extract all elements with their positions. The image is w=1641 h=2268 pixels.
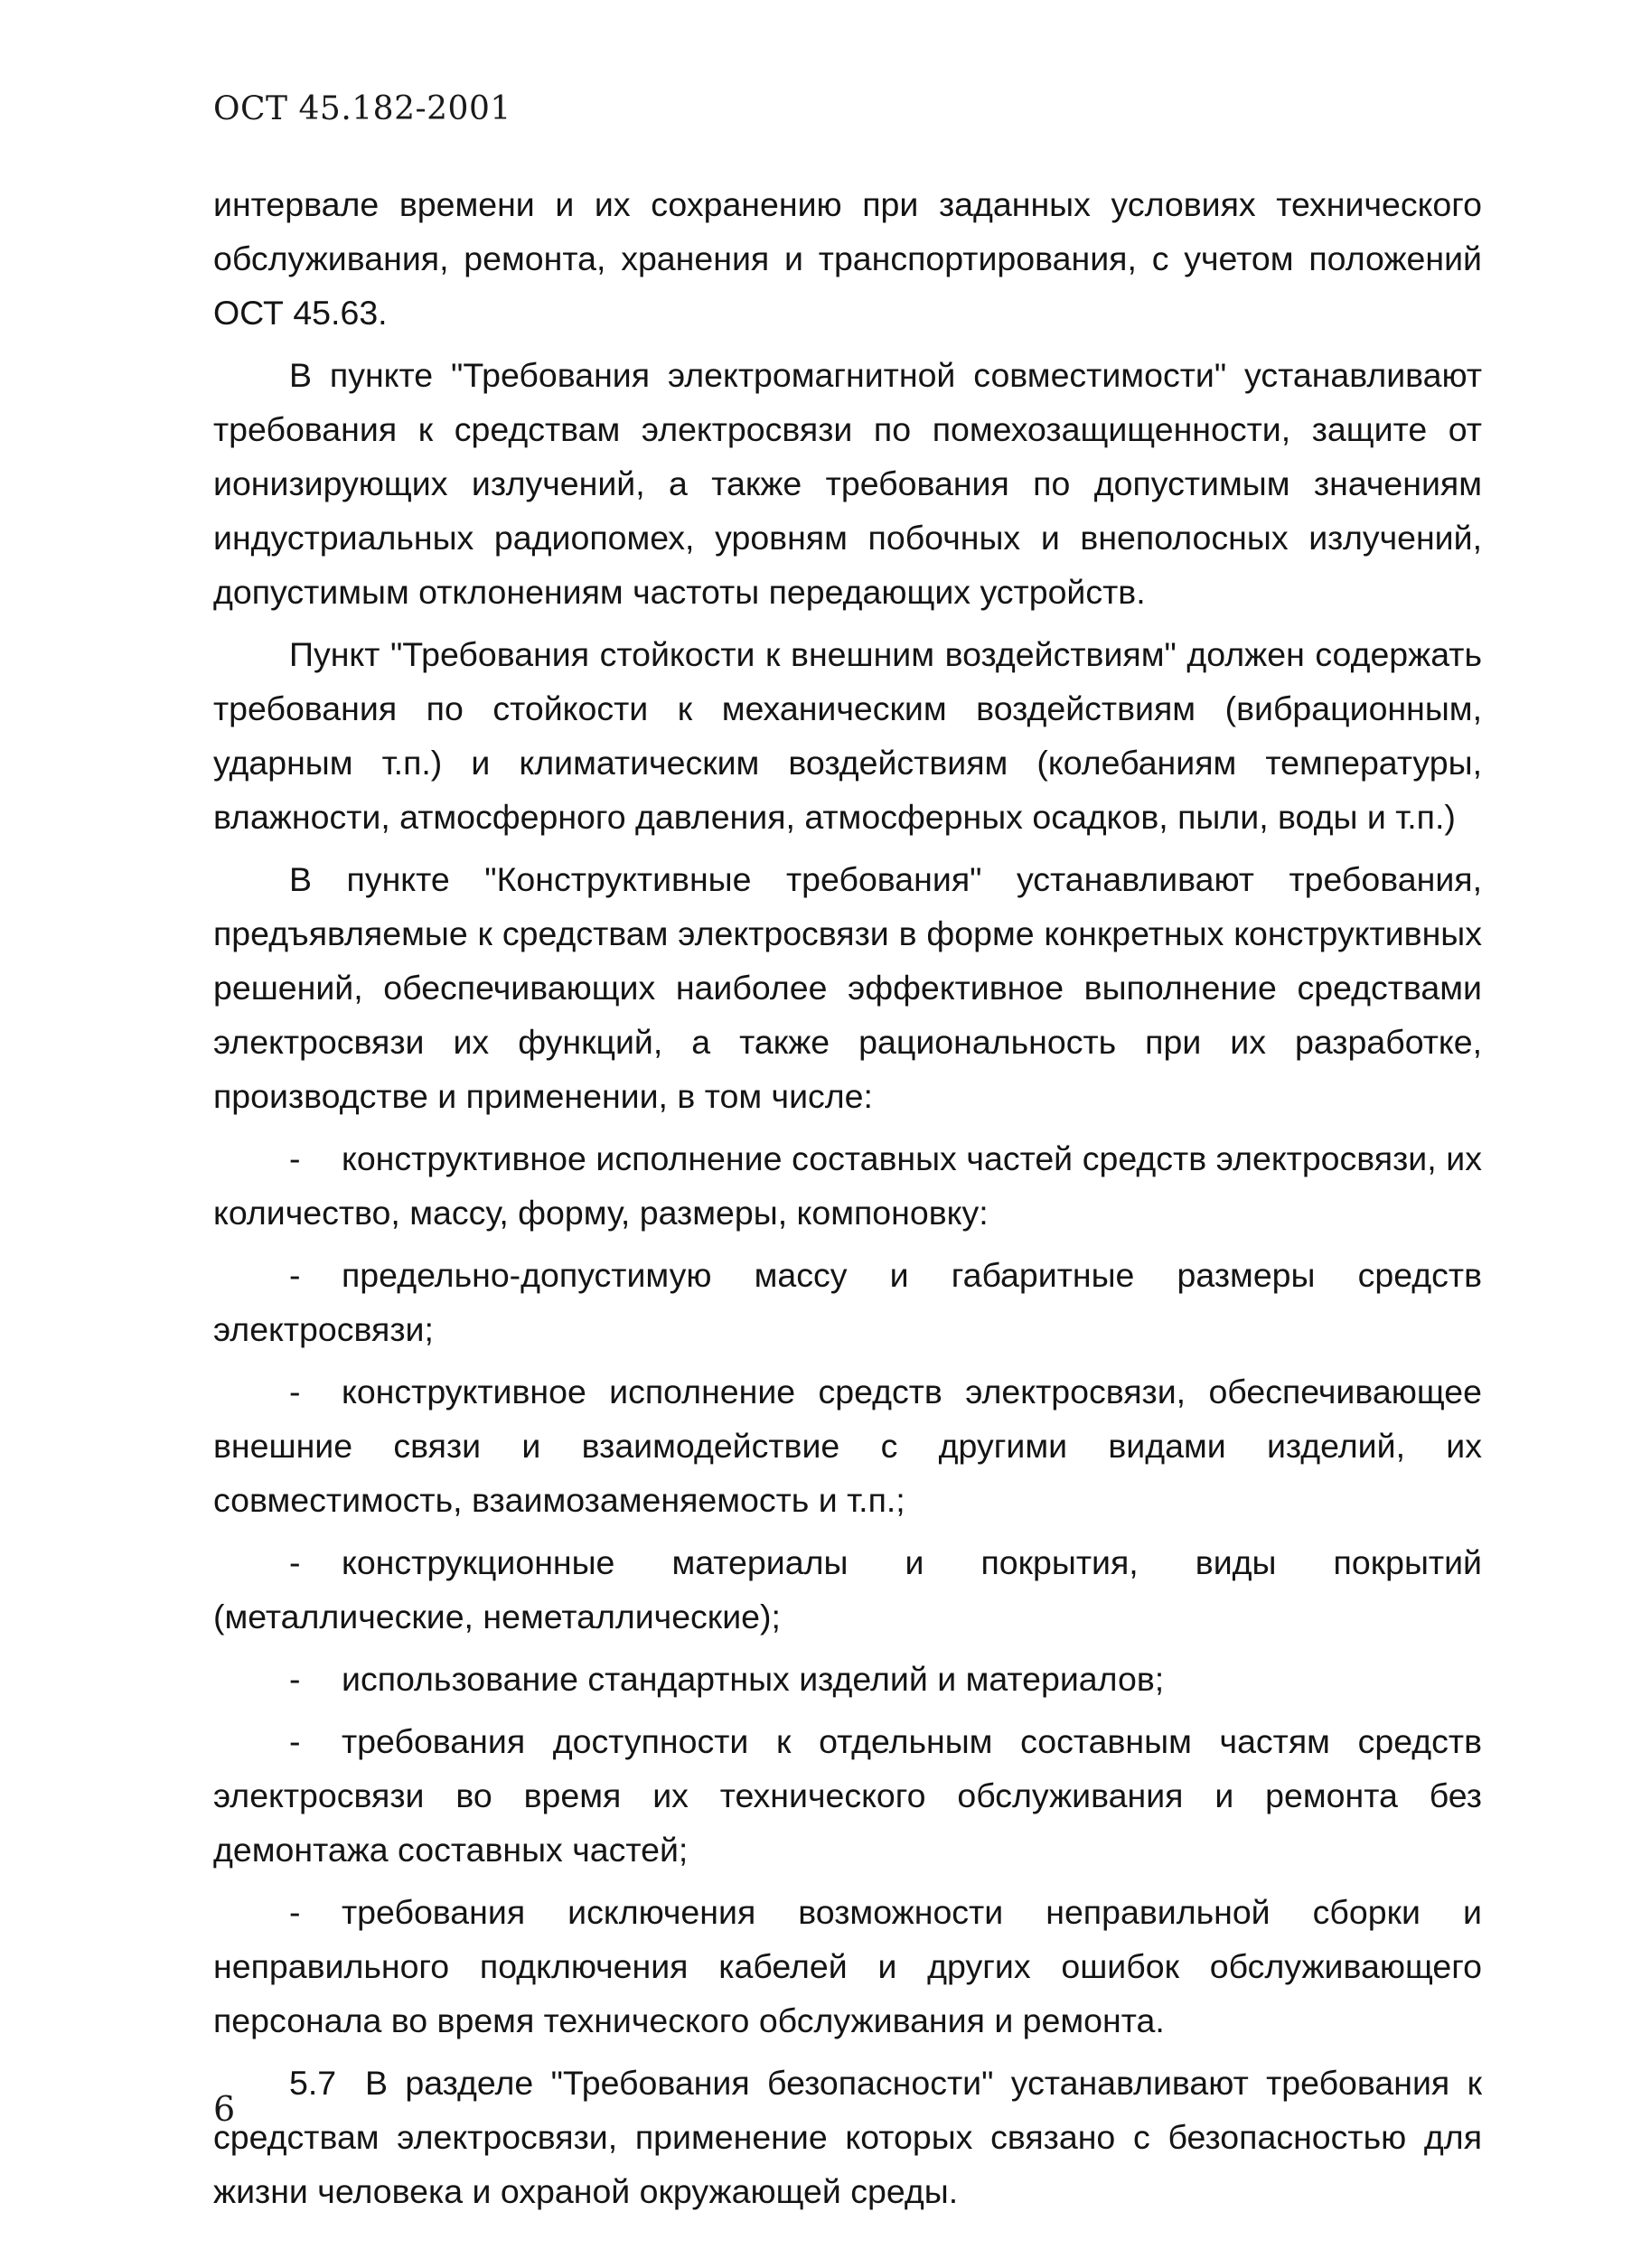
list-item-text: конструктивное исполнение составных частей средств электросвязи, их количество, массу, форму, размеры, компоновку: [213,1139,1482,1232]
paragraph-continuation: интервале времени и их сохранению при заданных условиях технического обслуживания, ремонта, хранения и транспортирования, с учетом положений ОСТ 45.63. [213,185,1482,332]
list-item-text: конструктивное исполнение средств электросвязи, обеспечивающее внешние связи и взаимодействие с другими видами изделий, их совместимость, взаимозаменяемость и т.п.; [213,1373,1482,1519]
list-item-text: использование стандартных изделий и материалов; [342,1660,1165,1698]
list-item-text: требования доступности к отдельным составным частям средств электросвязи во время их технического обслуживания и ремонта без демонтажа составных частей; [213,1722,1482,1869]
dash-marker: - [289,1256,301,1294]
document-code-header: ОСТ 45.182-2001 [213,90,511,127]
list-item [213,1364,1482,1527]
paragraph-emc-requirements: В пункте "Требования электромагнитной совместимости" устанавливают требования к средствам электросвязи по помехозащищенности, защите от ионизирующих излучений, а также требования по допустимым значениям индустриальных радиопомех, уровням побочных и внеполосных излучений, допустимым отклонениям частоты передающих устройств. [213,356,1482,611]
dash-marker: - [289,1660,301,1698]
dash-marker: - [289,1373,301,1410]
list-item-text: предельно-допустимую массу и габаритные размеры средств электросвязи; [213,1256,1482,1348]
document-body [213,177,1482,2226]
section-number: 5.7 [289,2064,337,2102]
list-item [213,1885,1482,2048]
list-item-text: конструкционные материалы и покрытия, виды покрытий (металлические, неметаллические); [213,1543,1482,1635]
section-5-7 [213,2056,1482,2218]
list-item [213,1248,1482,1356]
dash-marker: - [289,1543,301,1581]
list-item [213,1652,1482,1706]
paragraph-design-requirements: В пункте "Конструктивные требования" устанавливают требования, предъявляемые к средствам электросвязи в форме конкретных конструктивных решений, обеспечивающих наиболее эффективное выполнение средствами электросвязи их функций, а также рациональность при их разработке, производстве и применении, в том числе: [213,860,1482,1115]
list-item [213,1535,1482,1644]
page-number: 6 [213,2089,236,2129]
paragraph-external-resistance: Пункт "Требования стойкости к внешним воздействиям" должен содержать требования по стойкости к механическим воздействиям (вибрационным, ударным т.п.) и климатическим воздействиям (колебаниям температуры, влажности, атмосферного давления, атмосферных осадков, пыли, воды и т.п.) [213,635,1482,836]
dash-marker: - [289,1139,301,1177]
list-item [213,1714,1482,1877]
section-text: В разделе "Требования безопасности" устанавливают требования к средствам электросвязи, применение которых связано с безопасностью для жизни человека и охраной окружающей среды. [213,2064,1482,2210]
list-item [213,1131,1482,1240]
dash-marker: - [289,1893,301,1931]
list-item-text: требования исключения возможности неправильной сборки и неправильного подключения кабелей и других ошибок обслуживающего персонала во время технического обслуживания и ремонта. [213,1893,1482,2039]
dash-marker: - [289,1722,301,1760]
